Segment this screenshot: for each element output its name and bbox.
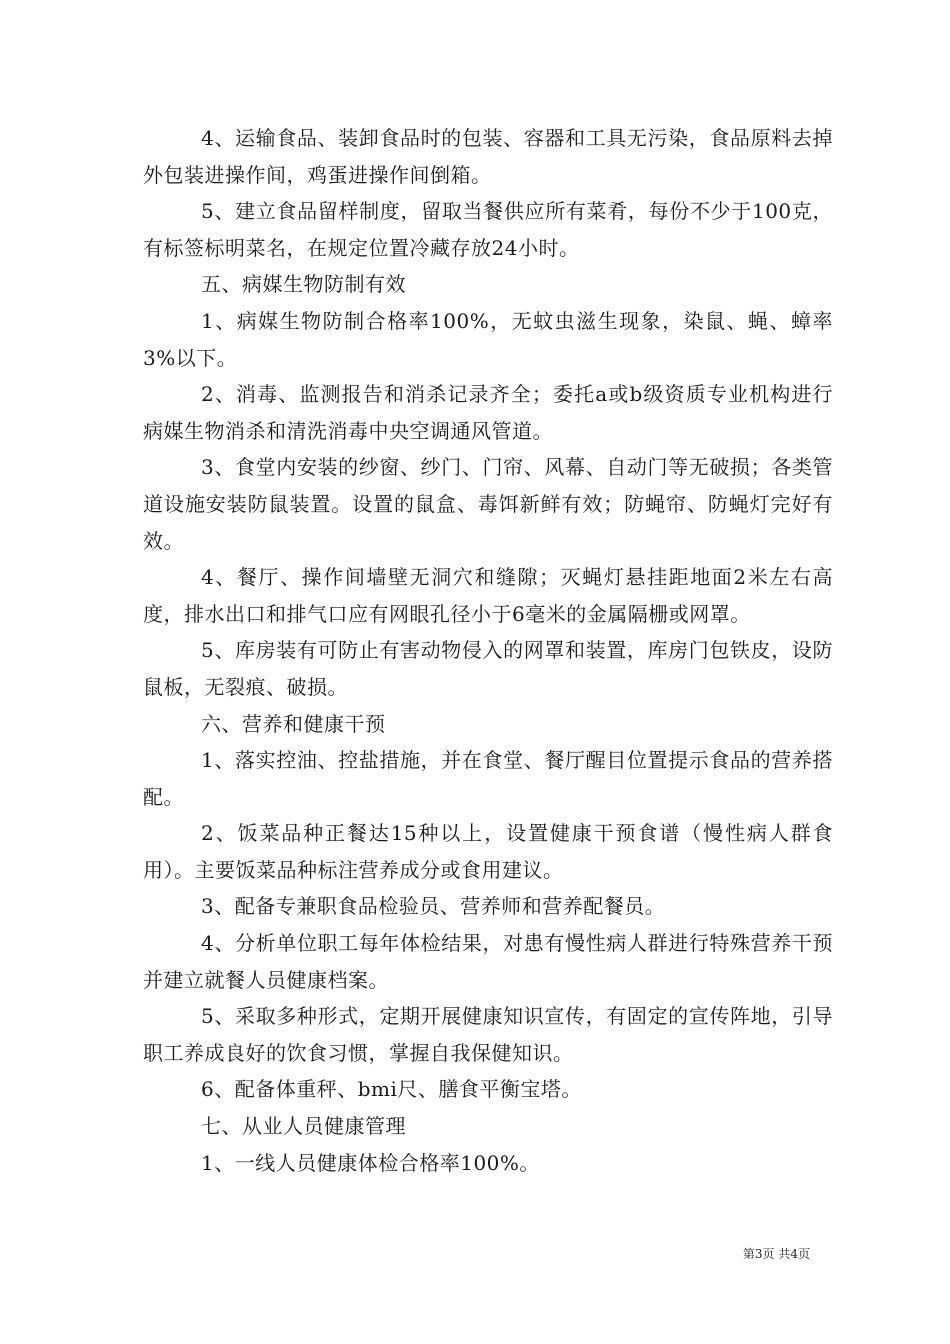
paragraph-item-1-vector-control: 1、病媒生物防制合格率100%，无蚊虫滋生现象，染鼠、蝇、蟑率3%以下。	[143, 308, 833, 370]
paragraph-item-5-sample-retention: 5、建立食品留样制度，留取当餐供应所有菜肴，每份不少于100克，有标签标明菜名，在规定位置冷藏存放24小时。	[143, 199, 833, 260]
section-heading-6: 六、营养和健康干预	[201, 711, 386, 736]
page-number-footer: 第3页 共4页	[742, 1247, 810, 1261]
paragraph-item-4-health-records: 4、分析单位职工每年体检结果，对患有慢性病人群进行特殊营养干预并建立就餐人员健康档案。	[143, 931, 833, 992]
paragraph-item-4-transport: 4、运输食品、装卸食品时的包装、容器和工具无污染，食品原料去掉外包装进操作间，鸡蛋进操作间倒箱。	[143, 126, 833, 187]
paragraph-item-1-health-check: 1、一线人员健康体检合格率100%。	[201, 1150, 540, 1175]
section-heading-5: 五、病媒生物防制有效	[201, 272, 406, 297]
document-body	[143, 120, 833, 1181]
paragraph-item-3-screens: 3、食堂内安装的纱窗、纱门、门帘、风幕、自动门等无破损；各类管道设施安装防鼠装置。设置的鼠盒、毒饵新鲜有效；防蝇帘、防蝇灯完好有效。	[143, 455, 833, 553]
paragraph-item-3-staff: 3、配备专兼职食品检验员、营养师和营养配餐员。	[201, 894, 666, 919]
section-heading-7: 七、从业人员健康管理	[201, 1114, 406, 1139]
paragraph-item-6-equipment: 6、配备体重秤、bmi尺、膳食平衡宝塔。	[201, 1077, 582, 1102]
paragraph-item-2-dishes: 2、饭菜品种正餐达15种以上，设置健康干预食谱（慢性病人群食用）。主要饭菜品种标注营养成分或食用建议。	[143, 821, 833, 882]
paragraph-item-4-walls: 4、餐厅、操作间墙壁无洞穴和缝隙；灭蝇灯悬挂距地面2米左右高度，排水出口和排气口应有网眼孔径小于6毫米的金属隔栅或网罩。	[143, 565, 833, 626]
paragraph-item-5-education: 5、采取多种形式，定期开展健康知识宣传，有固定的宣传阵地，引导职工养成良好的饮食习惯，掌握自我保健知识。	[143, 1004, 833, 1065]
paragraph-item-5-storage: 5、库房装有可防止有害动物侵入的网罩和装置，库房门包铁皮，设防鼠板，无裂痕、破损。	[143, 638, 833, 699]
paragraph-item-1-oil-salt: 1、落实控油、控盐措施，并在食堂、餐厅醒目位置提示食品的营养搭配。	[143, 748, 833, 809]
paragraph-item-2-disinfection: 2、消毒、监测报告和消杀记录齐全；委托a或b级资质专业机构进行病媒生物消杀和清洗消毒中央空调通风管道。	[143, 382, 833, 443]
